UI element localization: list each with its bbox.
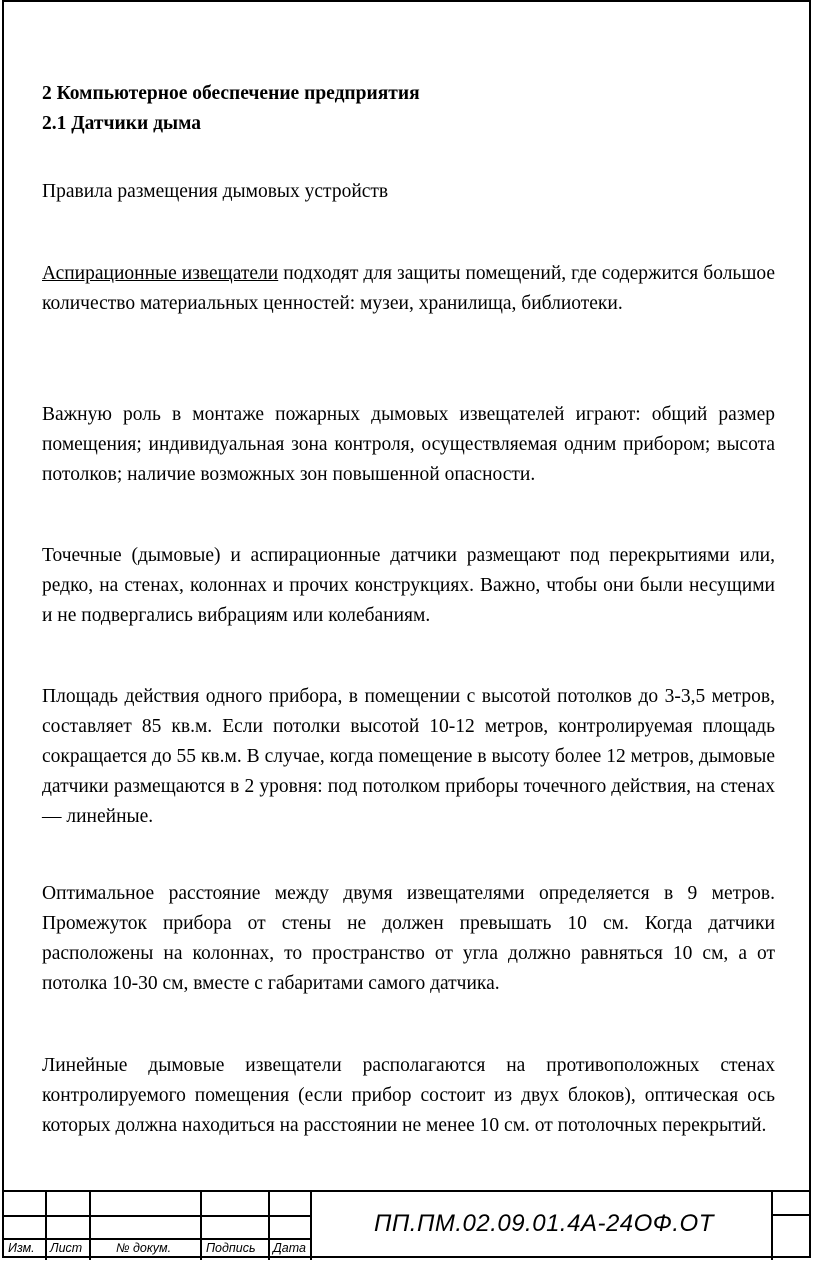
paragraph-point-detectors: Точечные (дымовые) и аспирационные датчики размещают под перекрытиями или, редко, на стенах, колоннах и прочих конструкциях. Важно, чтобы они были несущими и не подвергались вибрациям или колебаниям. [42,545,775,626]
stamp-row-line [771,1214,811,1216]
stamp-label-izm: Изм. [8,1241,35,1255]
stamp-row-line [2,1238,310,1240]
paragraph-optimal-distance: Оптимальное расстояние между двумя извещателями определяется в 9 метров. Промежуток прибора от стены не должен превышать 10 см. Когда датчики расположены на колоннах, то пространство от угла должно равняться 10 см, а от потолка 10-30 см, вместе с габаритами самого датчика. [42,883,775,994]
title-block [2,1190,811,1260]
subsection-title: 2.1 Датчики дыма [42,113,202,134]
aspiration-detectors-link[interactable]: Аспирационные извещатели [42,263,279,284]
stamp-label-list: Лист [50,1241,83,1255]
stamp-divider [310,1192,312,1260]
stamp-divider [200,1192,202,1260]
stamp-label-signature: Подпись [206,1241,256,1255]
document-code: ПП.ПМ.02.09.01.4А-24ОФ.ОТ [374,1210,714,1237]
paragraph-coverage-area: Площадь действия одного прибора, в помещении с высотой потолков до 3-3,5 метров, составляет 85 кв.м. Если потолки высотой 10-12 метров, контролируемая площадь сокращается до 55 кв.м. В случае, когда помещение в высоту более 12 метров, дымовые датчики размещаются в 2 уровня: под потолком приборы точечного действия, на стенах — линейные. [42,686,775,827]
paragraph-aspiration-text: подходят для защиты помещений, где содержится большое количество материальных ценностей: музеи, хранилища, библиотеки. [42,263,775,314]
stamp-divider [268,1192,270,1260]
stamp-row-line [2,1215,310,1217]
stamp-label-date: Дата [273,1241,306,1255]
stamp-divider [89,1192,91,1260]
paragraph-linear-detectors: Линейные дымовые извещатели располагаются на противоположных стенах контролируемого помещения (если прибор состоит из двух блоков), оптическая ось которых должна находиться на расстоянии не менее 10 см. от потолочных перекрытий. [42,1055,775,1136]
stamp-divider [771,1192,773,1260]
stamp-label-doc-number: № докум. [116,1241,172,1255]
stamp-divider [45,1192,47,1260]
rules-subtitle: Правила размещения дымовых устройств [42,181,389,202]
section-title: 2 Компьютерное обеспечение предприятия [42,83,420,104]
paragraph-aspiration [42,259,775,319]
paragraph-installation-factors: Важную роль в монтаже пожарных дымовых извещателей играют: общий размер помещения; индивидуальная зона контроля, осуществляемая одним прибором; высота потолков; наличие возможных зон повышенной опасности. [42,404,775,485]
